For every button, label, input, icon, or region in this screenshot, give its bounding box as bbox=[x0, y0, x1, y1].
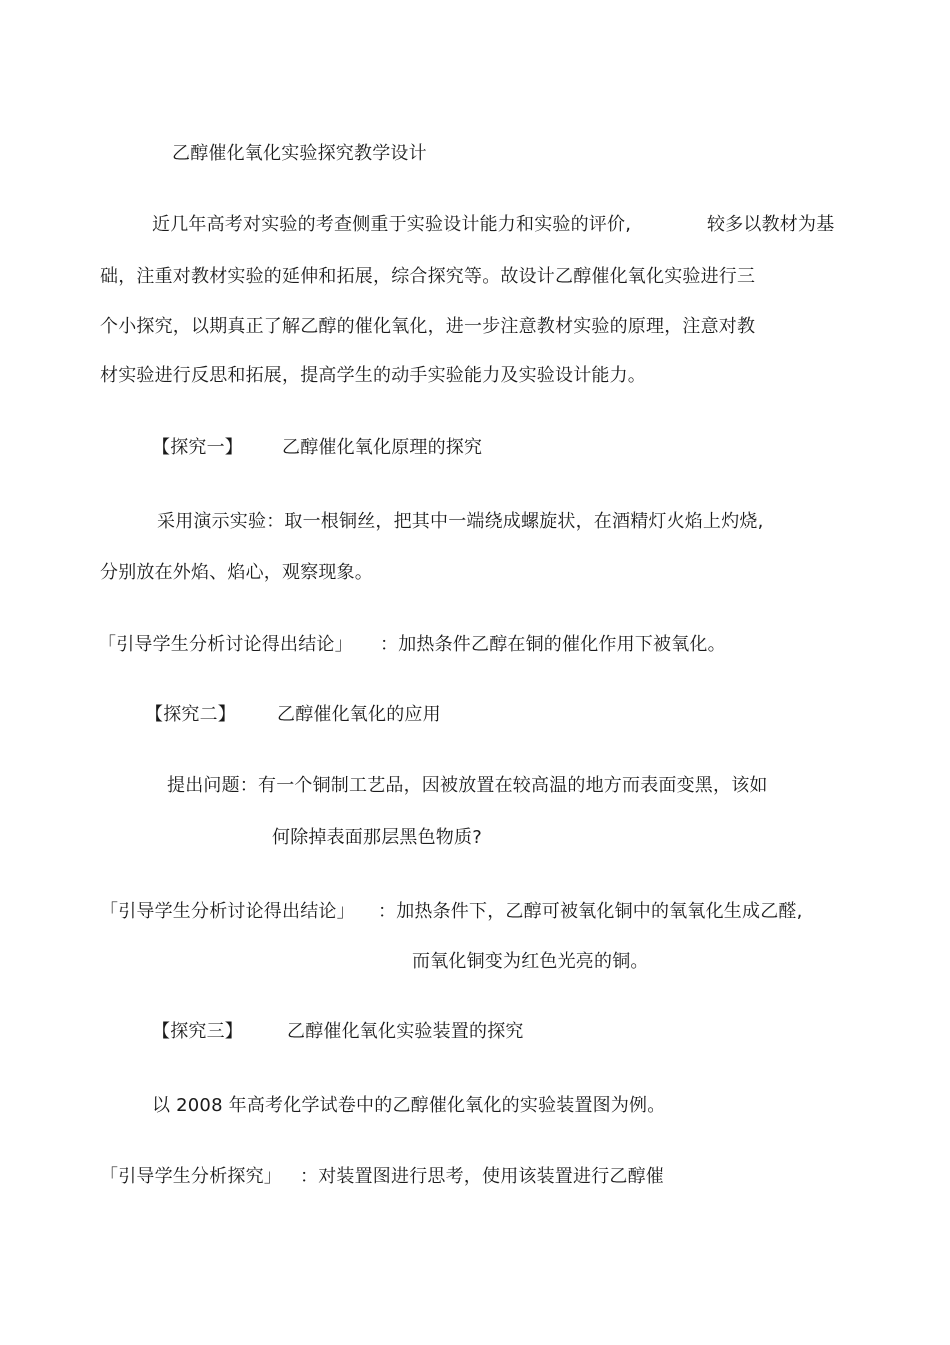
section3-guide-label: 「引导学生分析探究」 bbox=[100, 1166, 282, 1187]
section3-guide-text: ：对装置图进行思考，使用该装置进行乙醇催 bbox=[300, 1166, 664, 1187]
intro-line-1b: 较多以教材为基 bbox=[707, 214, 835, 235]
section1-demo-line-2: 分别放在外焰、焰心，观察现象。 bbox=[100, 562, 373, 583]
section2-guide-text-line-1: ：加热条件下，乙醇可被氧化铜中的氧氧化生成乙醛, bbox=[378, 901, 803, 922]
section1-heading: 乙醇催化氧化原理的探究 bbox=[282, 437, 483, 458]
intro-line-3: 个小探究，以期真正了解乙醇的催化氧化，进一步注意教材实验的原理，注意对教 bbox=[100, 316, 756, 337]
section1-guide-text: ：加热条件乙醇在铜的催化作用下被氧化。 bbox=[380, 634, 726, 655]
section2-question-line-1: 提出问题：有一个铜制工艺品，因被放置在较高温的地方而表面变黑，该如 bbox=[167, 775, 768, 796]
intro-line-1a: 近几年高考对实验的考查侧重于实验设计能力和实验的评价, bbox=[152, 214, 632, 235]
section1-demo-line-1: 采用演示实验：取一根铜丝，把其中一端绕成螺旋状，在酒精灯火焰上灼烧, bbox=[157, 511, 764, 532]
section3-label: 【探究三】 bbox=[152, 1021, 243, 1042]
intro-line-2: 础，注重对教材实验的延伸和拓展，综合探究等。故设计乙醇催化氧化实验进行三 bbox=[100, 266, 756, 287]
section3-heading: 乙醇催化氧化实验装置的探究 bbox=[287, 1021, 524, 1042]
section3-example-line: 以 2008 年高考化学试卷中的乙醇催化氧化的实验装置图为例。 bbox=[152, 1095, 666, 1116]
document-title: 乙醇催化氧化实验探究教学设计 bbox=[172, 143, 427, 164]
section1-guide-label: 「引导学生分析讨论得出结论」 bbox=[98, 634, 353, 655]
section2-label: 【探究二】 bbox=[145, 704, 236, 725]
section2-heading: 乙醇催化氧化的应用 bbox=[277, 704, 441, 725]
section2-guide-label: 「引导学生分析讨论得出结论」 bbox=[100, 901, 355, 922]
intro-line-4: 材实验进行反思和拓展，提高学生的动手实验能力及实验设计能力。 bbox=[100, 365, 646, 386]
section2-guide-text-line-2: 而氧化铜变为红色光亮的铜。 bbox=[412, 951, 649, 972]
section2-question-line-2: 何除掉表面那层黑色物质? bbox=[272, 827, 482, 848]
section1-label: 【探究一】 bbox=[152, 437, 243, 458]
